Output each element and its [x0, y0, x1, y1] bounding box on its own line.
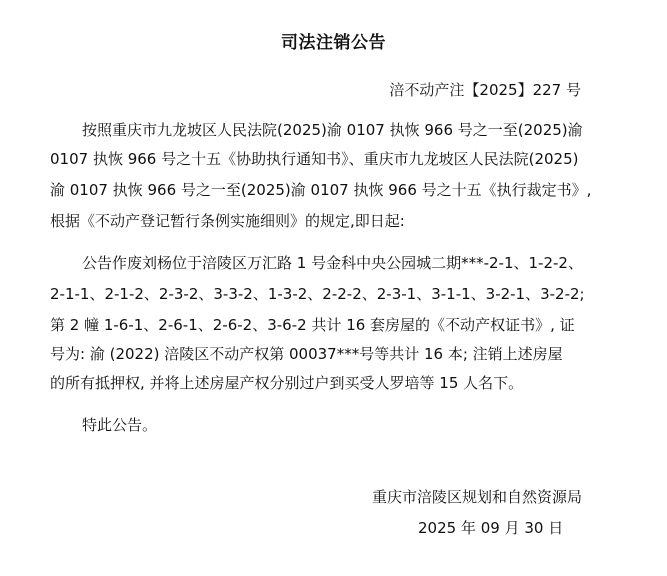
- paragraph1-line: 按照重庆市九龙坡区人民法院(2025)渝 0107 执恢 966 号之一至(2025)渝: [82, 121, 583, 139]
- closing-text: 特此公告。: [82, 416, 158, 434]
- page-title: 司法注销公告: [281, 33, 386, 53]
- paragraph1-line: 0107 执恢 966 号之十五《协助执行通知书》、重庆市九龙坡区人民法院(2025): [50, 150, 579, 168]
- paragraph2-line: 的所有抵押权, 并将上述房屋产权分别过户到买受人罗培等 15 人名下。: [50, 374, 524, 392]
- issuer-name: 重庆市涪陵区规划和自然资源局: [372, 488, 583, 506]
- paragraph1-line: 渝 0107 执恢 966 号之一至(2025)渝 0107 执恢 966 号之十五《执行裁定书》,: [50, 181, 592, 199]
- paragraph2-line: 2-1-1、2-1-2、2-3-2、3-3-2、1-3-2、2-2-2、2-3-1、3-1-1、3-2-1、3-2-2;: [50, 285, 585, 303]
- document-number: 涪不动产注【2025】227 号: [389, 81, 581, 99]
- paragraph2-line: 第 2 幢 1-6-1、2-6-1、2-6-2、3-6-2 共计 16 套房屋的《不动产权证书》, 证: [50, 316, 575, 334]
- issue-date: 2025 年 09 月 30 日: [418, 519, 564, 537]
- paragraph1-line: 根据《不动产登记暂行条例实施细则》的规定,即日起:: [50, 212, 405, 230]
- paragraph2-line: 号为: 渝 (2022) 涪陵区不动产权第 00037***号等共计 16 本; 注销上述房屋: [50, 345, 563, 363]
- paragraph2-line: 公告作废刘杨位于涪陵区万汇路 1 号金科中央公园城二期***-2-1、1-2-2、: [82, 254, 583, 272]
